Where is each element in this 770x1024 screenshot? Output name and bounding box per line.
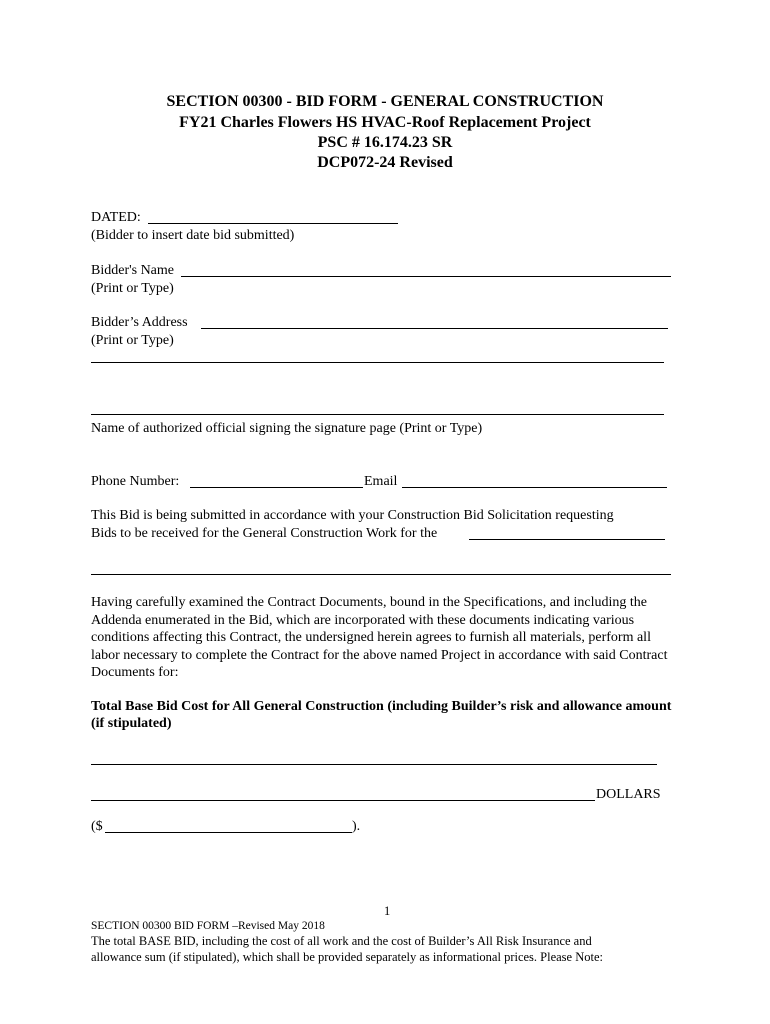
section-title: SECTION 00300 - BID FORM - GENERAL CONSTRUCTION [166,93,604,110]
bidder-name-field[interactable] [181,276,671,277]
work-for-field-2[interactable] [91,574,671,575]
amount-words-field-2[interactable] [91,800,595,801]
footer-note-line-1: The total BASE BID, including the cost of all work and the cost of Builder’s All Risk Insurance and [91,934,592,948]
dcp-number: DCP072-24 Revised [317,154,453,171]
examined-paragraph: Having carefully examined the Contract Documents, bound in the Specifications, and including the Addenda enumerated in the Bid, which are incorporated with these documents indicating various conditions affecting this Contract, the undersigned herein agrees to furnish all materials, perform all labor necessary to complete the Contract for the above named Project in accordance with said Contract Documents for: [91,595,668,680]
bidder-name-hint: (Print or Type) [91,281,174,296]
phone-field[interactable] [190,487,363,488]
amount-numeric-field[interactable] [105,832,352,833]
bidder-address-field-2[interactable] [91,362,664,363]
psc-number: PSC # 16.174.23 SR [317,134,453,151]
submission-text-2: Bids to be received for the General Construction Work for the [91,526,438,541]
project-title: FY21 Charles Flowers HS HVAC-Roof Replacement Project [179,114,591,131]
submission-text-1: This Bid is being submitted in accordance with your Construction Bid Solicitation requesting [91,508,614,523]
amount-open: ($ [91,819,103,834]
phone-label: Phone Number: [91,474,180,489]
dollars-label: DOLLARS [596,787,661,802]
bidder-address-field[interactable] [201,328,668,329]
amount-close: ). [352,819,361,834]
footer-section-label: SECTION 00300 BID FORM –Revised May 2018 [91,920,325,932]
total-base-bid-heading: Total Base Bid Cost for All General Construction (including Builder’s risk and allowance amount (if stipulated) [91,699,672,731]
footer-note-line-2: allowance sum (if stipulated), which shall be provided separately as informational prices. Please Note: [91,950,603,964]
dated-field[interactable] [148,223,398,224]
amount-words-field-1[interactable] [91,764,657,765]
official-name-field[interactable] [91,414,664,415]
work-for-field[interactable] [469,539,665,540]
official-name-label: Name of authorized official signing the signature page (Print or Type) [91,421,483,436]
bidder-address-label: Bidder’s Address [91,315,188,330]
email-field[interactable] [402,487,667,488]
email-label: Email [364,474,398,489]
bidder-address-hint: (Print or Type) [91,333,174,348]
page-number: 1 [384,904,391,918]
bidder-name-label: Bidder's Name [91,263,175,278]
dated-hint: (Bidder to insert date bid submitted) [91,228,295,243]
dated-label: DATED: [91,210,141,225]
